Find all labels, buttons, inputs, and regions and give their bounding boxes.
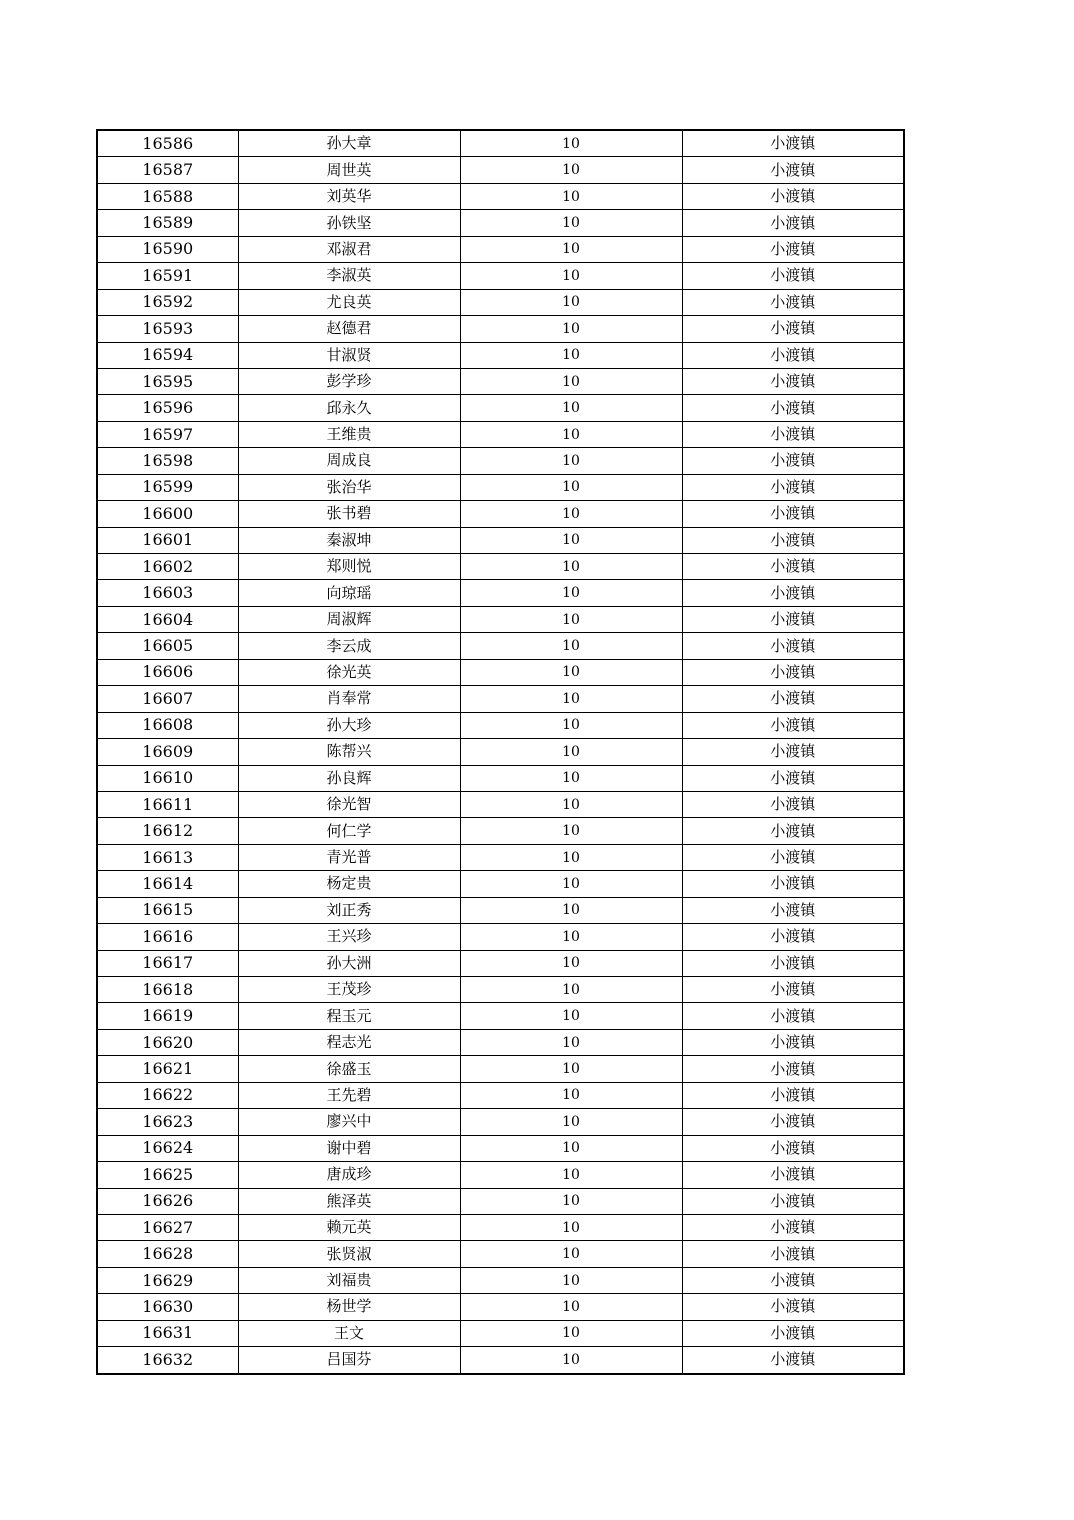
amount-cell: 10 — [460, 686, 682, 712]
person-name-cell: 王茂珍 — [238, 977, 460, 1003]
person-name-cell: 秦淑坤 — [238, 527, 460, 553]
amount-cell: 10 — [460, 501, 682, 527]
amount-cell: 10 — [460, 1188, 682, 1214]
table-row — [97, 1003, 904, 1029]
table-row — [97, 1135, 904, 1161]
town-cell: 小渡镇 — [682, 1003, 904, 1029]
person-name-cell: 刘英华 — [238, 183, 460, 209]
record-id-cell: 16615 — [97, 897, 238, 923]
record-id-cell: 16626 — [97, 1188, 238, 1214]
table-row — [97, 765, 904, 791]
record-id-cell: 16609 — [97, 739, 238, 765]
record-id-cell: 16618 — [97, 977, 238, 1003]
record-id-cell: 16598 — [97, 448, 238, 474]
table-row — [97, 395, 904, 421]
person-name-cell: 王兴珍 — [238, 924, 460, 950]
person-name-cell: 王先碧 — [238, 1082, 460, 1108]
town-cell: 小渡镇 — [682, 474, 904, 500]
amount-cell: 10 — [460, 1294, 682, 1320]
town-cell: 小渡镇 — [682, 342, 904, 368]
record-id-cell: 16590 — [97, 236, 238, 262]
person-name-cell: 孙大洲 — [238, 950, 460, 976]
person-name-cell: 徐盛玉 — [238, 1056, 460, 1082]
table-row — [97, 659, 904, 685]
record-id-cell: 16631 — [97, 1320, 238, 1346]
person-name-cell: 廖兴中 — [238, 1109, 460, 1135]
table-row — [97, 1320, 904, 1346]
record-id-cell: 16622 — [97, 1082, 238, 1108]
record-id-cell: 16630 — [97, 1294, 238, 1320]
table-row — [97, 316, 904, 342]
amount-cell: 10 — [460, 1056, 682, 1082]
amount-cell: 10 — [460, 342, 682, 368]
record-id-cell: 16599 — [97, 474, 238, 500]
table-row — [97, 368, 904, 394]
person-name-cell: 彭学珍 — [238, 368, 460, 394]
record-id-cell: 16601 — [97, 527, 238, 553]
town-cell: 小渡镇 — [682, 765, 904, 791]
town-cell: 小渡镇 — [682, 977, 904, 1003]
person-name-cell: 谢中碧 — [238, 1135, 460, 1161]
record-id-cell: 16587 — [97, 157, 238, 183]
amount-cell: 10 — [460, 897, 682, 923]
town-cell: 小渡镇 — [682, 606, 904, 632]
table-row — [97, 554, 904, 580]
town-cell: 小渡镇 — [682, 633, 904, 659]
table-row — [97, 1241, 904, 1267]
person-name-cell: 王维贵 — [238, 421, 460, 447]
record-id-cell: 16588 — [97, 183, 238, 209]
town-cell: 小渡镇 — [682, 897, 904, 923]
amount-cell: 10 — [460, 924, 682, 950]
table-row — [97, 501, 904, 527]
person-name-cell: 李云成 — [238, 633, 460, 659]
record-id-cell: 16600 — [97, 501, 238, 527]
town-cell: 小渡镇 — [682, 712, 904, 738]
amount-cell: 10 — [460, 1029, 682, 1055]
amount-cell: 10 — [460, 395, 682, 421]
record-id-cell: 16605 — [97, 633, 238, 659]
town-cell: 小渡镇 — [682, 157, 904, 183]
person-name-cell: 刘福贵 — [238, 1267, 460, 1293]
amount-cell: 10 — [460, 527, 682, 553]
person-name-cell: 肖奉常 — [238, 686, 460, 712]
amount-cell: 10 — [460, 1135, 682, 1161]
amount-cell: 10 — [460, 183, 682, 209]
person-name-cell: 郑则悦 — [238, 554, 460, 580]
table-row — [97, 633, 904, 659]
table-row — [97, 1029, 904, 1055]
person-name-cell: 青光普 — [238, 844, 460, 870]
amount-cell: 10 — [460, 130, 682, 157]
amount-cell: 10 — [460, 157, 682, 183]
person-name-cell: 周淑辉 — [238, 606, 460, 632]
amount-cell: 10 — [460, 421, 682, 447]
person-name-cell: 孙良辉 — [238, 765, 460, 791]
amount-cell: 10 — [460, 1162, 682, 1188]
town-cell: 小渡镇 — [682, 1056, 904, 1082]
amount-cell: 10 — [460, 739, 682, 765]
person-name-cell: 徐光智 — [238, 791, 460, 817]
record-table-body — [97, 130, 904, 1374]
person-name-cell: 孙铁坚 — [238, 210, 460, 236]
town-cell: 小渡镇 — [682, 1188, 904, 1214]
town-cell: 小渡镇 — [682, 791, 904, 817]
person-name-cell: 陈帮兴 — [238, 739, 460, 765]
town-cell: 小渡镇 — [682, 554, 904, 580]
table-row — [97, 1056, 904, 1082]
record-id-cell: 16632 — [97, 1347, 238, 1374]
table-row — [97, 1294, 904, 1320]
table-row — [97, 183, 904, 209]
person-name-cell: 邓淑君 — [238, 236, 460, 262]
town-cell: 小渡镇 — [682, 130, 904, 157]
amount-cell: 10 — [460, 818, 682, 844]
town-cell: 小渡镇 — [682, 421, 904, 447]
table-row — [97, 474, 904, 500]
table-row — [97, 421, 904, 447]
amount-cell: 10 — [460, 368, 682, 394]
amount-cell: 10 — [460, 871, 682, 897]
person-name-cell: 吕国芬 — [238, 1347, 460, 1374]
record-id-cell: 16596 — [97, 395, 238, 421]
town-cell: 小渡镇 — [682, 316, 904, 342]
table-row — [97, 791, 904, 817]
town-cell: 小渡镇 — [682, 368, 904, 394]
town-cell: 小渡镇 — [682, 183, 904, 209]
person-name-cell: 李淑英 — [238, 263, 460, 289]
table-row — [97, 527, 904, 553]
record-id-cell: 16614 — [97, 871, 238, 897]
town-cell: 小渡镇 — [682, 1267, 904, 1293]
table-row — [97, 871, 904, 897]
amount-cell: 10 — [460, 1347, 682, 1374]
table-row — [97, 1162, 904, 1188]
person-name-cell: 尤良英 — [238, 289, 460, 315]
town-cell: 小渡镇 — [682, 1162, 904, 1188]
amount-cell: 10 — [460, 950, 682, 976]
person-name-cell: 程玉元 — [238, 1003, 460, 1029]
person-name-cell: 王文 — [238, 1320, 460, 1346]
record-id-cell: 16629 — [97, 1267, 238, 1293]
table-row — [97, 1267, 904, 1293]
town-cell: 小渡镇 — [682, 1294, 904, 1320]
town-cell: 小渡镇 — [682, 871, 904, 897]
record-id-cell: 16597 — [97, 421, 238, 447]
table-row — [97, 1214, 904, 1240]
table-row — [97, 130, 904, 157]
record-id-cell: 16586 — [97, 130, 238, 157]
table-row — [97, 924, 904, 950]
person-name-cell: 孙大珍 — [238, 712, 460, 738]
amount-cell: 10 — [460, 712, 682, 738]
amount-cell: 10 — [460, 1003, 682, 1029]
person-name-cell: 张书碧 — [238, 501, 460, 527]
record-id-cell: 16623 — [97, 1109, 238, 1135]
town-cell: 小渡镇 — [682, 501, 904, 527]
person-name-cell: 周成良 — [238, 448, 460, 474]
amount-cell: 10 — [460, 844, 682, 870]
person-name-cell: 甘淑贤 — [238, 342, 460, 368]
table-row — [97, 712, 904, 738]
record-id-cell: 16593 — [97, 316, 238, 342]
table-row — [97, 448, 904, 474]
record-id-cell: 16613 — [97, 844, 238, 870]
table-row — [97, 1188, 904, 1214]
town-cell: 小渡镇 — [682, 1135, 904, 1161]
record-id-cell: 16594 — [97, 342, 238, 368]
record-id-cell: 16606 — [97, 659, 238, 685]
table-row — [97, 580, 904, 606]
town-cell: 小渡镇 — [682, 844, 904, 870]
table-row — [97, 739, 904, 765]
amount-cell: 10 — [460, 236, 682, 262]
town-cell: 小渡镇 — [682, 580, 904, 606]
table-row — [97, 1347, 904, 1374]
town-cell: 小渡镇 — [682, 924, 904, 950]
town-cell: 小渡镇 — [682, 659, 904, 685]
record-table — [96, 129, 905, 1375]
town-cell: 小渡镇 — [682, 395, 904, 421]
town-cell: 小渡镇 — [682, 1214, 904, 1240]
table-row — [97, 686, 904, 712]
amount-cell: 10 — [460, 1320, 682, 1346]
record-id-cell: 16591 — [97, 263, 238, 289]
record-id-cell: 16589 — [97, 210, 238, 236]
record-id-cell: 16628 — [97, 1241, 238, 1267]
town-cell: 小渡镇 — [682, 263, 904, 289]
town-cell: 小渡镇 — [682, 1347, 904, 1374]
table-row — [97, 157, 904, 183]
person-name-cell: 唐成珍 — [238, 1162, 460, 1188]
record-id-cell: 16604 — [97, 606, 238, 632]
record-id-cell: 16617 — [97, 950, 238, 976]
town-cell: 小渡镇 — [682, 1109, 904, 1135]
record-id-cell: 16627 — [97, 1214, 238, 1240]
person-name-cell: 赵德君 — [238, 316, 460, 342]
record-id-cell: 16625 — [97, 1162, 238, 1188]
person-name-cell: 张贤淑 — [238, 1241, 460, 1267]
amount-cell: 10 — [460, 659, 682, 685]
amount-cell: 10 — [460, 1109, 682, 1135]
town-cell: 小渡镇 — [682, 686, 904, 712]
person-name-cell: 孙大章 — [238, 130, 460, 157]
table-row — [97, 210, 904, 236]
amount-cell: 10 — [460, 580, 682, 606]
person-name-cell: 向琼瑶 — [238, 580, 460, 606]
amount-cell: 10 — [460, 633, 682, 659]
person-name-cell: 杨世学 — [238, 1294, 460, 1320]
amount-cell: 10 — [460, 1241, 682, 1267]
record-id-cell: 16595 — [97, 368, 238, 394]
amount-cell: 10 — [460, 448, 682, 474]
town-cell: 小渡镇 — [682, 1241, 904, 1267]
record-id-cell: 16592 — [97, 289, 238, 315]
town-cell: 小渡镇 — [682, 950, 904, 976]
table-row — [97, 606, 904, 632]
table-row — [97, 950, 904, 976]
person-name-cell: 张治华 — [238, 474, 460, 500]
record-id-cell: 16608 — [97, 712, 238, 738]
person-name-cell: 赖元英 — [238, 1214, 460, 1240]
table-row — [97, 897, 904, 923]
record-id-cell: 16610 — [97, 765, 238, 791]
table-row — [97, 236, 904, 262]
amount-cell: 10 — [460, 554, 682, 580]
amount-cell: 10 — [460, 977, 682, 1003]
amount-cell: 10 — [460, 289, 682, 315]
record-id-cell: 16602 — [97, 554, 238, 580]
table-row — [97, 1109, 904, 1135]
person-name-cell: 杨定贵 — [238, 871, 460, 897]
amount-cell: 10 — [460, 210, 682, 236]
town-cell: 小渡镇 — [682, 1320, 904, 1346]
town-cell: 小渡镇 — [682, 210, 904, 236]
record-id-cell: 16616 — [97, 924, 238, 950]
person-name-cell: 邱永久 — [238, 395, 460, 421]
town-cell: 小渡镇 — [682, 527, 904, 553]
record-id-cell: 16612 — [97, 818, 238, 844]
record-id-cell: 16619 — [97, 1003, 238, 1029]
amount-cell: 10 — [460, 474, 682, 500]
amount-cell: 10 — [460, 765, 682, 791]
town-cell: 小渡镇 — [682, 448, 904, 474]
record-id-cell: 16620 — [97, 1029, 238, 1055]
town-cell: 小渡镇 — [682, 739, 904, 765]
amount-cell: 10 — [460, 316, 682, 342]
person-name-cell: 周世英 — [238, 157, 460, 183]
record-id-cell: 16621 — [97, 1056, 238, 1082]
person-name-cell: 程志光 — [238, 1029, 460, 1055]
amount-cell: 10 — [460, 1082, 682, 1108]
person-name-cell: 徐光英 — [238, 659, 460, 685]
table-row — [97, 844, 904, 870]
amount-cell: 10 — [460, 1214, 682, 1240]
amount-cell: 10 — [460, 263, 682, 289]
person-name-cell: 何仁学 — [238, 818, 460, 844]
table-row — [97, 342, 904, 368]
person-name-cell: 熊泽英 — [238, 1188, 460, 1214]
table-row — [97, 263, 904, 289]
town-cell: 小渡镇 — [682, 818, 904, 844]
record-id-cell: 16603 — [97, 580, 238, 606]
person-name-cell: 刘正秀 — [238, 897, 460, 923]
table-row — [97, 289, 904, 315]
amount-cell: 10 — [460, 791, 682, 817]
town-cell: 小渡镇 — [682, 1029, 904, 1055]
table-row — [97, 1082, 904, 1108]
table-row — [97, 818, 904, 844]
record-id-cell: 16611 — [97, 791, 238, 817]
record-id-cell: 16624 — [97, 1135, 238, 1161]
table-row — [97, 977, 904, 1003]
amount-cell: 10 — [460, 1267, 682, 1293]
town-cell: 小渡镇 — [682, 289, 904, 315]
amount-cell: 10 — [460, 606, 682, 632]
town-cell: 小渡镇 — [682, 1082, 904, 1108]
record-id-cell: 16607 — [97, 686, 238, 712]
town-cell: 小渡镇 — [682, 236, 904, 262]
